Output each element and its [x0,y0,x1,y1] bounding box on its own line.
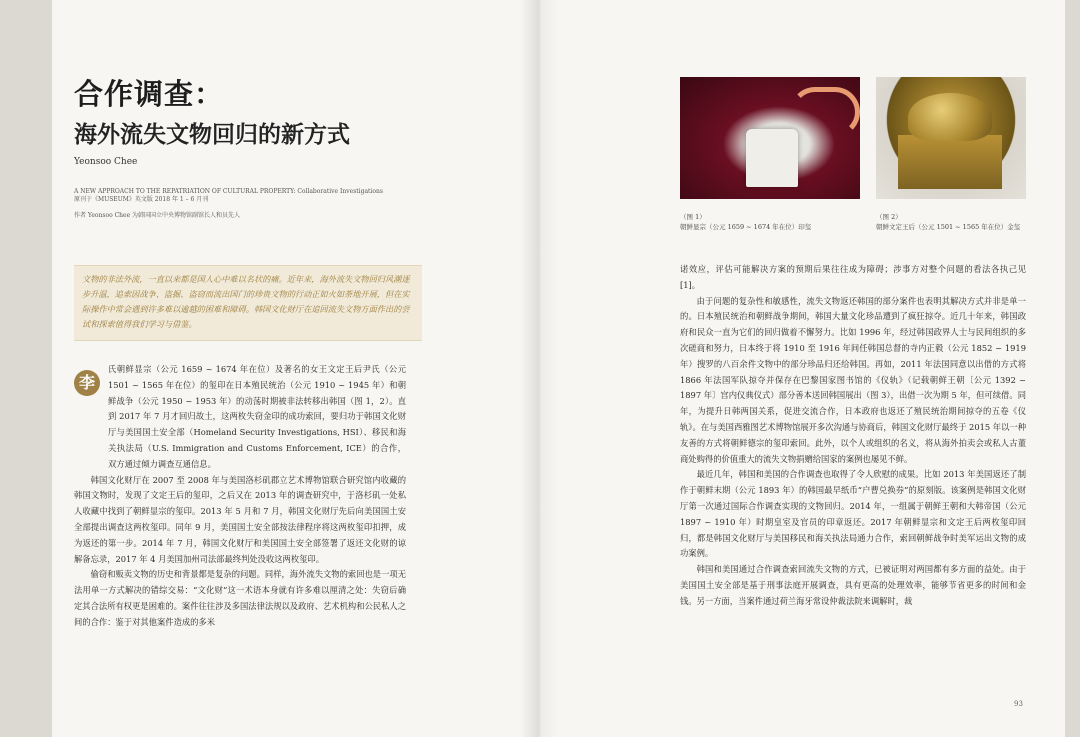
figure-caption-2 [876,212,1026,232]
page-edge-right [1065,0,1080,737]
right-body-text [680,262,1026,610]
caption-number: （图 2） [876,213,902,221]
meta-author-note: 作者 Yeonsoo Chee 为韩国国立中央博物馆副馆长人和员先人 [74,212,241,219]
paragraph: 最近几年，韩国和美国的合作调查也取得了令人欣慰的成果。比如 2013 年美国返还了制作于朝鲜末期（公元 1893 年）的韩国最早纸币“户曹兑换券”的原刻版。该案例是韩国文化财厅第一次通过国际合作调查实现的文物回归。2014 年，一组属于朝鲜王朝和大韩帝国（公元 1897 ~ 1910 年）时期皇室及官员的印章返还。2017 年朝鲜显宗和文定王后两枚玺印回归，都是韩国文化财厅与美国移民和海关执法局通力合作，索回朝鲜战争时美军运出文物的成功案例。 [680,469,1026,559]
paragraph: 韩国文化财厅在 2007 至 2008 年与美国洛杉矶郡立艺术博物馆联合研究馆内收藏的韩国文物时，发现了文定王后的玺印，之后又在 2013 年的调查研究中，于洛杉矶一处私人收藏中找到了朝鲜显宗的玺印。2013 年 5 月和 7 月，韩国文化财厅先后向美国国土安全部提出调查这两枚玺印。同年 9 月，美国国土安全部按法律程序将这两枚玺印扣押，成为返还的第一步。2014 年 7 月，韩国文化财厅和美国国土安全部签署了返还文化财的谅解备忘录，2017 年 4 月美国加州司法部最终判处没收这两枚玺印。 [74,474,406,564]
tassel-shape [790,87,860,137]
article-meta [74,188,454,220]
dropcap: 李 [74,370,100,396]
article-title: 合作调查： [74,77,225,111]
paragraph: 诺效应，评估可能解决方案的预期后果往往成为障碍；涉事方对整个问题的看法各执己见 [1]。 [680,264,1026,290]
seal-photo-1 [680,77,860,199]
abstract-box: 文物的非法外流，一直以来都是国人心中难以名状的痛。近年来，海外流失文物回归风潮逐步升温，追索因战争、盗掘、盗窃而流出国门的珍贵文物的行动正如火如荼地开展，但在实际操作中常会遇到许多难以逾越的困难和障碍。韩国文化财厅在追回流失文物方面作出的尝试和探索值得我们学习与借鉴。 [74,265,422,341]
paragraph: 由于问题的复杂性和敏感性，流失文物返还韩国的部分案件也表明其解决方式并非是单一的。日本殖民统治和朝鲜战争期间，韩国大量文化珍品遭到了疯狂掠夺。近几十年来，韩国政府和民众一直为它们的回归做着不懈努力。比如 1996 年，经过韩国政界人士与民间组织的多次磋商和努力，日本终于将 1910 至 1916 年间任韩国总督的寺内正毅（公元 1852 ~ 1919 年）搜罗的八百余件文物中的部分珍品归还给韩国。再如，2011 年法国同意以出借的方式将 1866 年法国军队掠夺并保存在巴黎国家图书馆的《仪轨》（记载朝鲜王朝〔公元 1392 ~ 1897 年〕宫内仪典仪式）部分善本送回韩国展出（图 3），出借一次为期 5 年，但可续借。同年，为提升日韩两国关系，促进交流合作，日本政府也返还了殖民统治期间掠夺的五卷《仪轨》。在与美国西雅图艺术博物馆展开多次沟通与协商后，韩国文化财厅最终于 2015 年以一种友善的方式将朝鲜德宗的玺印索回。此外，以个人或组织的名义，将从海外拍卖会或私人古董商处购得的价值重大的流失文物捐赠给国家的案例也屡见不鲜。 [680,295,1026,464]
meta-source: 原刊于《MUSEUM》英文版 2018 年 1 – 6 月刊 [74,196,209,203]
book-gutter [520,0,560,737]
figure-caption-1 [680,212,860,232]
paragraph: 偷窃和贩卖文物的历史和背景都是复杂的问题。同样，海外流失文物的索回也是一项无法用单一方式解决的错综交易：“文化财”这一术语本身就有许多难以厘清之处：失窃后确定其合法所有权更是困难的。案件往往涉及多国法律法规以及政府、艺术机构和公民私人之间的合作：鉴于对其他案件造成的多米 [74,569,406,627]
gold-seal-base [898,135,1002,189]
paragraph: 韩国和美国通过合作调查索回流失文物的方式，已被证明对两国都有多方面的益处。由于美国国土安全部是基于刑事法庭开展调查，具有更高的处理效率，能够节省更多的时间和金钱。另一方面，当案件通过荷兰海牙常设仲裁法院来调解时，裁 [680,564,1026,606]
left-body-text [74,362,406,631]
meta-english-title: A NEW APPROACH TO THE REPATRIATION OF CULTURAL PROPERTY: Collaborative Investigations [74,188,383,195]
article-subtitle: 海外流失文物回归的新方式 [74,122,350,148]
paragraph: 氏朝鲜显宗（公元 1659 ~ 1674 年在位）及著名的女王文定王后尹氏（公元 1501 ~ 1565 年在位）的玺印在日本殖民统治（公元 1910 ~ 1945 年）和朝鲜战争（公元 1950 ~ 1953 年）的动荡时期被非法转移出韩国（图 1，2）。直到 2017 年 7 月才回归故土，这两枚失窃金印的成功索回，要归功于韩国文化财厅与美国国土安全部（Homeland Security Investigations, HSI）、移民和海关执法局（U.S. Immigration and Customs Enforcement, ICE）的合作，双方通过倾力调查互通信息。 [108,364,406,469]
white-seal-shape [746,129,798,187]
caption-number: （图 1） [680,213,706,221]
seal-photo-2 [876,77,1026,199]
page-number: 93 [1014,700,1023,708]
turtle-knob [908,93,992,141]
author-name: Yeonsoo Chee [74,157,138,167]
caption-text: 朝鲜文定王后（公元 1501 ~ 1565 年在位）金玺 [876,223,1021,231]
caption-text: 朝鲜显宗（公元 1659 ~ 1674 年在位）印玺 [680,223,812,231]
page-edge-left [0,0,52,737]
